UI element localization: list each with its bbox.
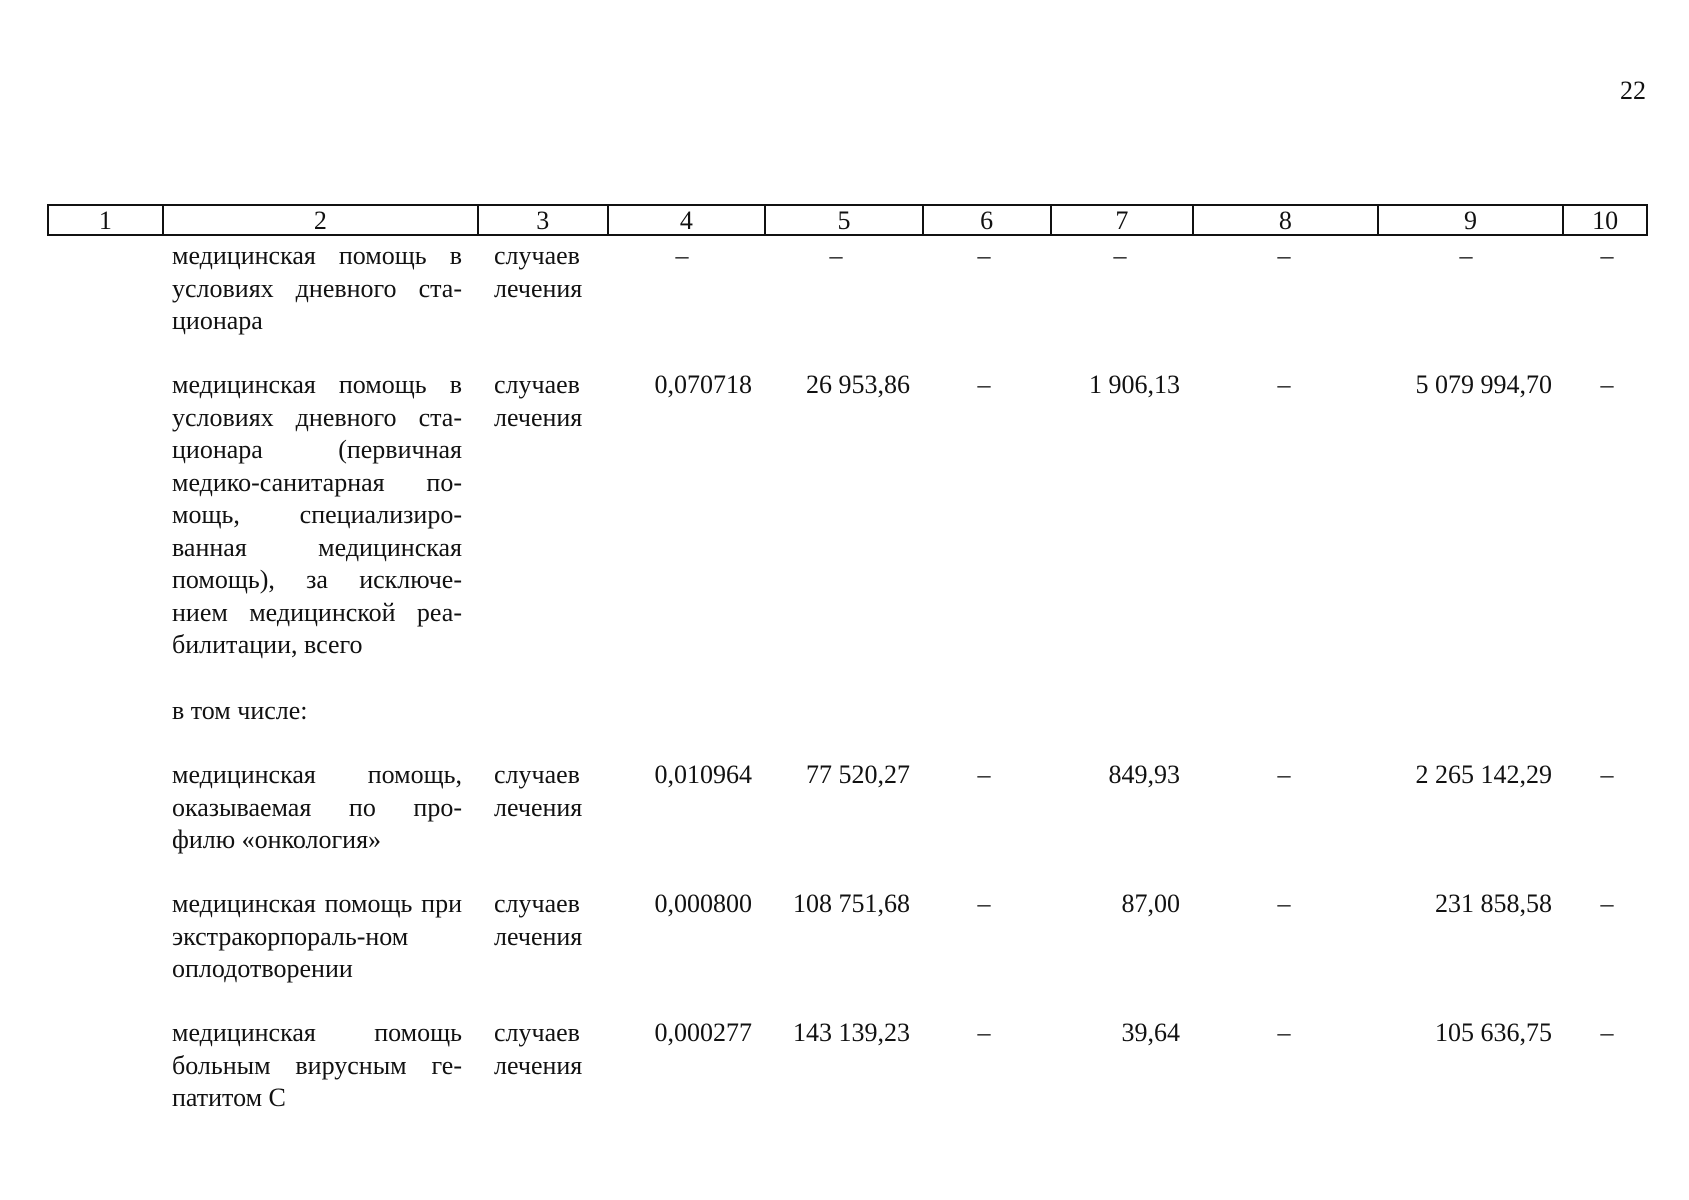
row-cell-6: – (977, 241, 991, 270)
row-unit: случаев лечения (494, 889, 583, 951)
row-cell-8: – (1277, 1018, 1291, 1047)
row-cell-7: 87,00 (1121, 889, 1180, 918)
row-cell-7: 39,64 (1121, 1018, 1180, 1047)
column-header-10: 10 (1592, 206, 1619, 235)
row-cell-7: 849,93 (1108, 760, 1180, 789)
row-cell-9: 2 265 142,29 (1415, 760, 1552, 789)
row-cell-4: 0,010964 (654, 760, 752, 789)
column-header-1: 1 (49, 206, 164, 234)
row-cell-10: – (1600, 889, 1614, 918)
row-cell-4: 0,070718 (654, 370, 752, 399)
row-unit: случаев лечения (494, 370, 583, 432)
row-name: медицинская помощь, оказываемая по про-филю «онкология» (172, 760, 462, 854)
column-header-5: 5 (766, 206, 924, 234)
row-cell-6: – (977, 889, 991, 918)
row-name: в том числе: (172, 696, 308, 725)
row-cell-10: – (1600, 370, 1614, 399)
row-cell-5: – (829, 241, 843, 270)
row-cell-8: – (1277, 370, 1291, 399)
row-cell-6: – (977, 1018, 991, 1047)
row-cell-9: – (1459, 241, 1473, 270)
row-cell-10: – (1600, 1018, 1614, 1047)
row-cell-7: – (1113, 241, 1127, 270)
row-unit: случаев лечения (494, 241, 583, 303)
row-cell-6: – (977, 370, 991, 399)
page-number: 22 (1620, 76, 1646, 105)
row-cell-10: – (1600, 241, 1614, 270)
row-cell-9: 231 858,58 (1435, 889, 1552, 918)
column-header-4: 4 (609, 206, 767, 234)
row-cell-4: 0,000800 (654, 889, 752, 918)
row-cell-5: 77 520,27 (806, 760, 910, 789)
row-unit: случаев лечения (494, 760, 583, 822)
row-name: медицинская помощь при экстракорпораль-ном оплодотворении (172, 889, 462, 983)
row-name: медицинская помощь в условиях дневного ста-ционара (172, 241, 462, 335)
column-header-7: 7 (1052, 206, 1195, 234)
column-header-3: 3 (479, 206, 609, 234)
column-header-6: 6 (924, 206, 1052, 234)
column-header-9: 9 (1379, 206, 1565, 234)
row-cell-9: 105 636,75 (1435, 1018, 1552, 1047)
row-name: медицинская помощь больным вирусным ге-патитом С (172, 1018, 462, 1112)
row-cell-8: – (1277, 889, 1291, 918)
row-cell-9: 5 079 994,70 (1415, 370, 1552, 399)
column-header-2: 2 (164, 206, 479, 234)
column-header-8: 8 (1194, 206, 1379, 234)
row-cell-5: 26 953,86 (806, 370, 910, 399)
row-cell-5: 143 139,23 (793, 1018, 910, 1047)
row-cell-4: – (675, 241, 689, 270)
row-unit: случаев лечения (494, 1018, 583, 1080)
row-cell-8: – (1277, 760, 1291, 789)
row-cell-5: 108 751,68 (793, 889, 910, 918)
row-cell-7: 1 906,13 (1089, 370, 1180, 399)
row-cell-4: 0,000277 (654, 1018, 752, 1047)
table-header (47, 204, 1648, 236)
row-name: медицинская помощь в условиях дневного ста-ционара (первичная медико-санитарная по-мощь, специализиро-ванная медицинская помощь), за исключе-нием медицинской реа-билитации, всего (172, 370, 462, 659)
row-cell-6: – (977, 760, 991, 789)
row-cell-10: – (1600, 760, 1614, 789)
row-cell-8: – (1277, 241, 1291, 270)
